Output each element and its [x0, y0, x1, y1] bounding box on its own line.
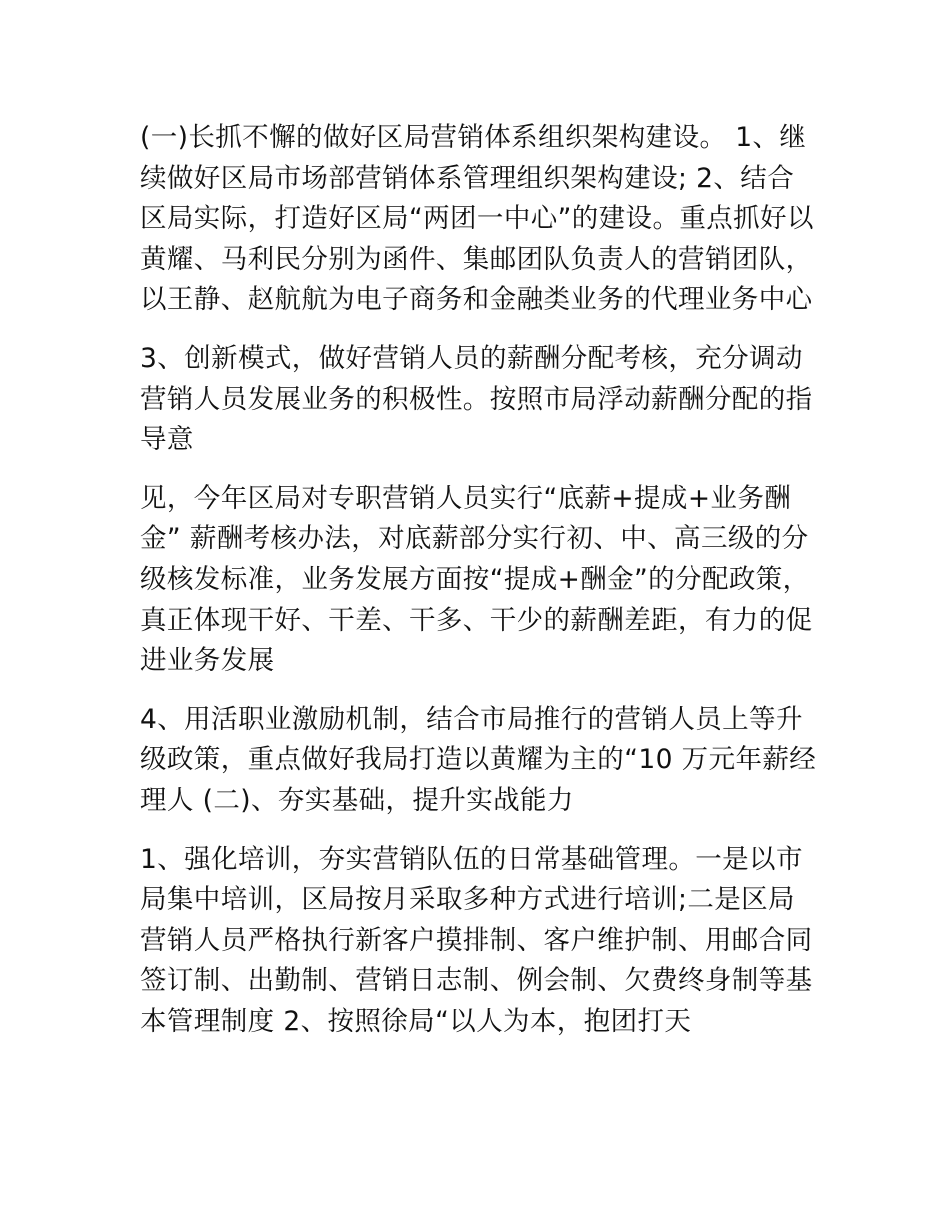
paragraph-3: 见，今年区局对专职营销人员实行“底薪+提成+业务酬金” 薪酬考核办法，对底薪部分实行初、中、高三级的分级核发标准，业务发展方面按“提成+酬金”的分配政策，真正体现干好、干差、干多、干少的薪酬差距，有力的促进业务发展: [140, 482, 813, 677]
document-body: [140, 118, 820, 1060]
paragraph-5: 1、强化培训，夯实营销队伍的日常基础管理。一是以市局集中培训，区局按月采取多种方式进行培训;二是区局营销人员严格执行新客户摸排制、客户维护制、用邮合同签订制、出勤制、营销日志制、例会制、欠费终身制等基本管理制度 2、按照徐局“以人为本，抱团打天: [140, 843, 813, 1037]
paragraph-4: 4、用活职业激励机制，结合市局推行的营销人员上等升级政策，重点做好我局打造以黄耀为主的“10 万元年薪经理人 (二)、夯实基础，提升实战能力: [140, 703, 817, 816]
paragraph-1: (一)长抓不懈的做好区局营销体系组织架构建设。 1、继续做好区局市场部营销体系管理组织架构建设; 2、结合区局实际，打造好区局“两团一中心”的建设。重点抓好以黄耀、马利民分别为函件、集邮团队负责人的营销团队，以王静、赵航航为电子商务和金融类业务的代理业务中心: [140, 122, 814, 316]
paragraph-2: 3、创新模式，做好营销人员的薪酬分配考核，充分调动营销人员发展业务的积极性。按照市局浮动薪酬分配的指导意: [140, 342, 813, 456]
